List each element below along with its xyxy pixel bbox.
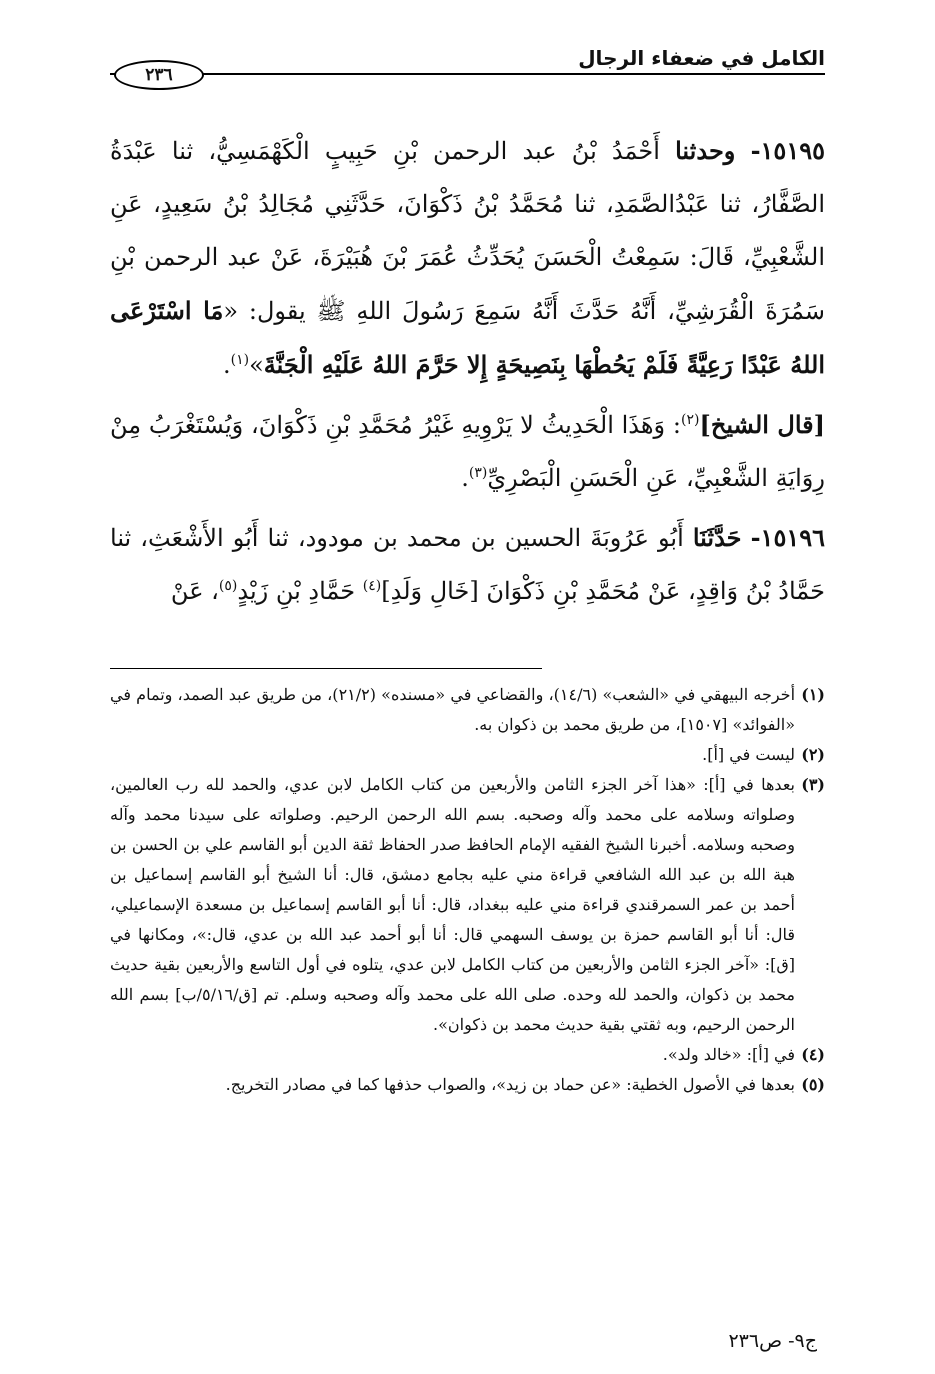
hadith-number: ١٥١٩٥-: [750, 136, 825, 165]
footnote-text: في [أ]: «خالد ولد».: [662, 1045, 795, 1064]
footnote-ref: (٣): [468, 465, 488, 481]
hadith-isnad-b: حَمَّادِ بْنِ زَيْدٍ: [237, 577, 363, 605]
page-footer: ج٩- ص٢٣٦: [728, 1330, 817, 1352]
hadith-15196: [110, 511, 825, 618]
footnote-number: (٢): [801, 745, 825, 764]
footnote: [110, 680, 825, 740]
header-rule: [110, 73, 825, 75]
end-mark: .: [461, 464, 469, 492]
hadith-isnad: أَحْمَدُ بْنُ عبد الرحمن بْنِ حَبِيبٍ الْكَهْمَسِيُّ، ثنا عَبْدَةُ الصَّفَّارُ، ثنا عَبْدُالصَّمَدِ، ثنا مُحَمَّدُ بْنُ ذَكْوَانَ، حَدَّثَنِي مُجَالِدُ بْنُ سَعِيدٍ، عَنِ الشَّعْبِيِّ، قَالَ: سَمِعْتُ الْحَسَنَ يُحَدِّثُ عُمَرَ بْنَ هُبَيْرَةَ، عَنْ عبد الرحمن بْنِ سَمُرَةَ الْقُرَشِيِّ، أَنَّهُ حَدَّثَ أَنَّهُ سَمِعَ رَسُولَ اللهِ ﷺ يقول: «: [110, 137, 826, 325]
shaykh-label: [قال الشيخ]: [699, 410, 826, 439]
shaykh-text: : وَهَذَا الْحَدِيثُ لا يَرْوِيهِ غَيْرُ مُحَمَّدِ بْنِ ذَكْوَانَ، وَيُسْتَغْرَبُ مِنْ رِوَايَةِ الشَّعْبِيِّ، عَنِ الْحَسَنِ الْبَصْرِيِّ: [110, 411, 825, 492]
hadith-isnad-c: ، عَنْ: [170, 577, 219, 605]
hadith-matn: مَا اسْتَرْعَى اللهُ عَبْدًا رَعِيَّةً فَلَمْ يَحُطْهَا بِنَصِيحَةٍ إِلا حَرَّمَ اللهُ عَلَيْهِ الْجَنَّةَ: [110, 296, 825, 379]
footnote-text: ليست في [أ].: [702, 745, 795, 764]
footnote-ref: (٥): [218, 578, 238, 594]
footnote: [110, 1040, 825, 1070]
footnote-number: (٥): [801, 1075, 825, 1094]
hadith-15195: [110, 124, 825, 392]
main-text: [110, 124, 825, 618]
footnote-text: أخرجه البيهقي في «الشعب» (١٤/٦)، والقضاعي في «مسنده» (٢١/٢)، من طريق عبد الصمد، وتمام في «الفوائد» [١٥٠٧]، من طريق محمد بن ذكوان به.: [110, 685, 796, 734]
footnote: [110, 770, 825, 1040]
shaykh-note: [110, 398, 825, 505]
footnote-number: (٤): [801, 1045, 825, 1064]
footnote-text: بعدها في [أ]: «هذا آخر الجزء الثامن والأربعين من كتاب الكامل لابن عدي، والحمد لله رب العالمين، وصلواته وسلامه على محمد وآله وصحبه. بسم الله الرحمن الرحيم. وصلواته على سيدنا محمد وآله وصحبه وسلامه. أخبرنا الشيخ الفقيه الإمام الحافظ صدر الحفاظ ثقة الدين أبو القاسم علي بن الحسن بن هبة الله بن عبد الله الشافعي قراءة مني عليه بجامع دمشق، قال: أنا الشيخ أبو القاسم إسماعيل بن أحمد بن عمر السمرقندي قراءة مني عليه ببغداد، قال: أنا أبو القاسم إسماعيل بن مسعدة الإسماعيلي، قال: أنا أبو القاسم حمزة بن يوسف السهمي قال: أنا أبو أحمد عبد الله بن عدي، قال:»، ومكانها في [ق]: «آخر الجزء الثامن والأربعين من كتاب الكامل لابن عدي، يتلوه في أول التاسع والأربعين بقية حديث محمد بن ذكوان، والحمد لله وحده. صلى الله على محمد وآله وصحبه وسلم. تم [ق/٥/١٦/ب] بسم الله الرحمن الرحيم، وبه ثقتي بقية حديث محمد بن ذكوان».: [110, 775, 795, 1034]
footnote-number: (٣): [801, 775, 825, 794]
page-header: [110, 40, 825, 92]
quote-close: »: [249, 351, 264, 379]
hadith-opener: وحدثنا: [675, 136, 736, 165]
footnotes: [110, 680, 825, 1100]
footnote-ref: (٢): [681, 412, 700, 428]
page-number: ٢٣٦: [114, 60, 204, 90]
footnote: [110, 1070, 825, 1100]
footnote-ref: (٤): [362, 578, 382, 594]
running-title: الكامل في ضعفاء الرجال: [578, 46, 825, 70]
footnote-ref: (١): [230, 352, 250, 368]
footnote-separator: [110, 668, 542, 669]
footnote-text: بعدها في الأصول الخطية: «عن حماد بن زيد»، والصواب حذفها كما في مصادر التخريج.: [225, 1075, 795, 1094]
footnote-number: (١): [801, 685, 825, 704]
end-mark: .: [223, 351, 231, 379]
hadith-isnad-a: أَبُو عَرُوبَةَ الحسين بن محمد بن مودود، ثنا أَبُو الأَشْعَثِ، ثنا حَمَّادُ بْنُ وَاقِدٍ، عَنْ مُحَمَّدِ بْنِ ذَكْوَانَ [خَالِ وَلَدِ]: [110, 524, 825, 605]
hadith-opener: حَدَّثَنَا: [692, 523, 742, 552]
hadith-number: ١٥١٩٦-: [750, 523, 825, 552]
footnote: [110, 740, 825, 770]
